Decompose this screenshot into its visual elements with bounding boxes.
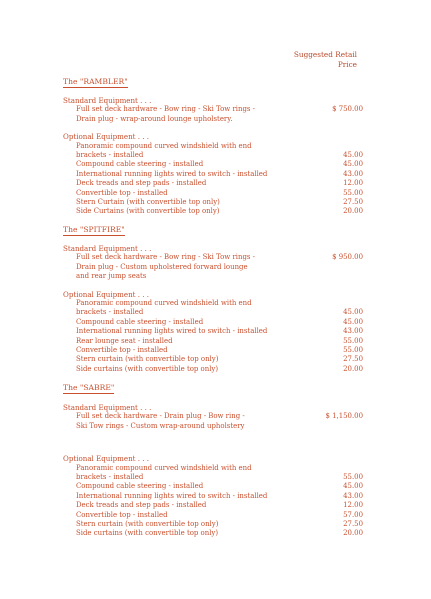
optional-item: Deck treads and step pads - installed 12.00 [76,179,363,188]
standard-line: Full set deck hardware - Bow ring - Ski Tow rings - $ 750.00 [76,105,363,114]
standard-equipment-label: Standard Equipment . . . [63,96,152,105]
optional-item: brackets - installed 55.00 [76,473,363,482]
section-title: The "RAMBLER" [63,77,128,86]
standard-equipment-label: Standard Equipment . . . [63,403,152,412]
standard-equipment-label: Standard Equipment . . . [63,244,152,253]
standard-line: Full set deck hardware - Bow ring - Ski Tow rings - $ 950.00 [76,253,363,262]
optional-item: Stern curtain (with convertible top only) 27.50 [76,520,363,529]
column-header [294,50,357,70]
optional-item: Panoramic compound curved windshield with end [76,463,252,472]
optional-item: International running lights wired to switch - installed 43.00 [76,491,363,500]
optional-equipment-label: Optional Equipment . . . [63,132,150,142]
header-line-2: Price [337,60,357,69]
standard-line: Drain plug - wrap-around lounge upholstery. [76,114,233,123]
section-rambler [63,69,363,217]
optional-item: Panoramic compound curved windshield with end [76,299,252,308]
optional-item: Panoramic compound curved windshield with end [76,141,252,150]
standard-line: Full set deck hardware - Drain plug - Bow ring - $ 1,150.00 [76,412,363,421]
item-price: 12.00 [343,179,363,188]
optional-item: Compound cable steering - installed 45.00 [76,160,363,169]
optional-item: Convertible top - installed 55.00 [76,188,363,197]
optional-item: Side Curtains (with convertible top only) 20.00 [76,207,363,216]
item-price: 45.00 [343,482,363,491]
optional-equipment-label: Optional Equipment . . . [63,454,150,464]
item-price: 27.50 [343,355,363,364]
item-price: 57.00 [343,510,363,519]
optional-equipment-label: Optional Equipment . . . [63,289,150,299]
optional-item: Stern Curtain (with convertible top only) 27.50 [76,198,363,207]
standard-price: $ 750.00 [332,105,363,114]
item-price: 45.00 [343,151,363,160]
optional-item: Convertible top - installed 57.00 [76,510,363,519]
section-sabre [63,375,363,539]
section-title: The "SPITFIRE" [63,225,125,234]
item-price: 27.50 [343,198,363,207]
optional-item: brackets - installed 45.00 [76,308,363,317]
item-price: 55.00 [343,336,363,345]
item-price: 12.00 [343,501,363,510]
optional-item: Rear lounge seat - installed 55.00 [76,336,363,345]
standard-line: Drain plug - Custom upholstered forward lounge [76,262,248,271]
item-price: 43.00 [343,169,363,178]
item-price: 27.50 [343,520,363,529]
item-price: 20.00 [343,529,363,538]
item-price: 55.00 [343,188,363,197]
standard-line: and rear jump seats [76,272,147,281]
optional-item: Deck treads and step pads - installed 12.00 [76,501,363,510]
item-price: 55.00 [343,346,363,355]
optional-item: Compound cable steering - installed 45.00 [76,317,363,326]
section-spitfire [63,217,363,374]
item-price: 20.00 [343,207,363,216]
section-title: The "SABRE" [63,383,115,392]
optional-item: Side curtains (with convertible top only) 20.00 [76,529,363,538]
item-price: 45.00 [343,317,363,326]
item-price: 43.00 [343,491,363,500]
header-line-1: Suggested Retail [293,50,357,59]
item-price: 55.00 [343,473,363,482]
item-price: 45.00 [343,160,363,169]
optional-item: Stern curtain (with convertible top only) 27.50 [76,355,363,364]
optional-item: Side curtains (with convertible top only) 20.00 [76,364,363,373]
optional-item: Convertible top - installed 55.00 [76,346,363,355]
optional-item: International running lights wired to switch - installed 43.00 [76,327,363,336]
optional-item: Compound cable steering - installed 45.00 [76,482,363,491]
item-price: 20.00 [343,364,363,373]
optional-item: brackets - installed 45.00 [76,151,363,160]
standard-price: $ 1,150.00 [325,412,363,421]
standard-line: Ski Tow rings - Custom wrap-around upholstery [76,421,245,430]
standard-price: $ 950.00 [332,253,363,262]
item-price: 43.00 [343,327,363,336]
item-price: 45.00 [343,308,363,317]
optional-item: International running lights wired to switch - installed 43.00 [76,169,363,178]
